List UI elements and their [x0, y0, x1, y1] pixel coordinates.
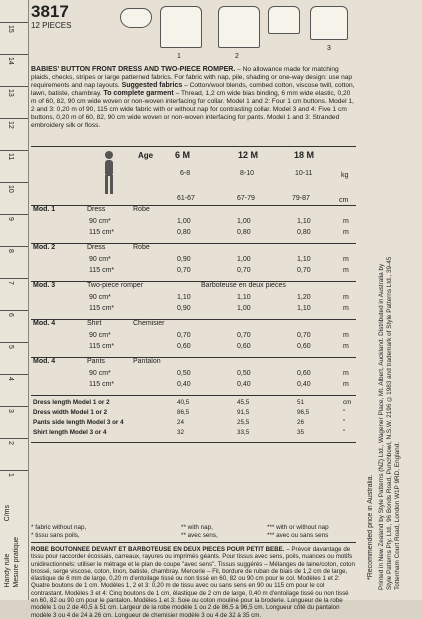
- printed-by: Printed in New Zealand by Style Patterns (NZ) Ltd., Wagener Place, Mt. Albert, Auckland. Distributed in Australia by Style Patterns Pty. Ltd., 96 Bonds Road, Punchbowl, N.S.W. 2196 ©1983 and trademark of Style Patterns Ltd., 39-45 Tottenham Court Road, London W1P 9RD, England.: [378, 256, 401, 590]
- model-header-row: [31, 244, 356, 255]
- height-18m: 79-87: [292, 195, 310, 202]
- height-unit: cm: [339, 197, 349, 204]
- romper-pants-sketch: [120, 8, 152, 28]
- ruler-tick-label: 5: [7, 345, 14, 349]
- yardage-unit: m: [343, 294, 349, 301]
- ruler-tick-label: 12: [7, 121, 14, 129]
- model-name-fr: Robe: [133, 206, 150, 213]
- measurement-18m: 26: [297, 419, 305, 426]
- measurement-12m: 45,5: [237, 399, 250, 406]
- ruler-tick-label: 11: [7, 153, 14, 161]
- yardage-unit: m: [343, 256, 349, 263]
- shirt-sketch-3: [310, 6, 348, 52]
- yardage-6m: 0,60: [177, 343, 191, 350]
- ruler-tick-label: 1: [7, 473, 14, 477]
- garment-sketches: [120, 2, 360, 64]
- fabric-width: 90 cm*: [89, 294, 111, 301]
- yardage-12m: 0,50: [237, 370, 251, 377]
- yardage-6m: 0,90: [177, 305, 191, 312]
- model-header-row: [31, 282, 356, 293]
- figure-label: 3: [327, 45, 331, 52]
- ruler-label-fr: Mesure pratique: [13, 537, 20, 588]
- yardage-6m: 0,70: [177, 332, 191, 339]
- yardage-18m: 0,40: [297, 381, 311, 388]
- yardage-unit: m: [343, 218, 349, 225]
- model-label: Mod. 3: [33, 282, 56, 289]
- shirt-sketch: [268, 6, 300, 34]
- measurement-6m: 24: [177, 419, 185, 426]
- measurement-12m: 25,5: [237, 419, 250, 426]
- suggested-fabrics-label: Suggested fabrics: [121, 82, 183, 89]
- yardage-unit: m: [343, 381, 349, 388]
- ruler-tick-label: 9: [7, 217, 14, 221]
- measurement-unit: ": [343, 429, 346, 436]
- ruler-tick: [0, 182, 28, 193]
- ruler-tick: [0, 150, 28, 161]
- age-label: Age: [138, 151, 154, 160]
- yardage-12m: 1,00: [237, 218, 251, 225]
- yardage-12m: 1,00: [237, 256, 251, 263]
- model-name-fr: Pantalon: [133, 358, 161, 365]
- measurement-6m: 86,5: [177, 409, 190, 416]
- size-6m: 6 M: [175, 150, 191, 160]
- dress-sketch-2: [218, 6, 260, 60]
- fabric-width: 115 cm*: [89, 305, 115, 312]
- ruler-tick: [0, 342, 28, 349]
- measurement-unit: cm: [343, 399, 352, 406]
- model-label: Mod. 4: [33, 320, 56, 327]
- yardage-18m: 0,60: [297, 343, 311, 350]
- model-name-fr: Barboteuse en deux pieces: [201, 282, 286, 289]
- fabric-width: 115 cm*: [89, 381, 115, 388]
- ruler-tick: [0, 406, 28, 413]
- measurement-label: Dress width Model 1 or 2: [33, 409, 108, 416]
- model-name-en: Two-piece romper: [87, 282, 144, 289]
- yardage-18m: 1,10: [297, 305, 311, 312]
- ruler-tick: [0, 310, 28, 317]
- description-text: – No allowance made for matching plaids, checks, stripes or large patterned fabrics. For fabric with nap, pile, shading or one-way design: use nap requirements and nap layouts.: [31, 66, 353, 89]
- french-title: ROBE BOUTONNEE DEVANT ET BARBOTEUSE EN DEUX PIECES POUR PETIT BEBE.: [31, 546, 285, 553]
- yardage-unit: m: [343, 229, 349, 236]
- model-header-row: [31, 358, 356, 369]
- fabric-width: 90 cm*: [89, 256, 111, 263]
- fabric-width: 115 cm*: [89, 229, 115, 236]
- ruler-tick: [0, 86, 28, 97]
- legend-avec-sens: ** avec sens,: [181, 532, 218, 539]
- size-18m: 18 M: [294, 150, 315, 160]
- model-name-en: Dress: [87, 244, 106, 251]
- yardage-row: [31, 229, 356, 240]
- ruler-tick-label: 2: [7, 441, 14, 445]
- french-text: – Prévoir davantage de tissu pour raccorder écossais, carreaux, rayures ou imprimés géants. Pour tissus avec sens, poils, nuances ou motifs unidirectionnels: utiliser le métrage et le plan de coupe "avec sens". Tissus suggérés – Mélanges de laine/coton, coton brossé, serge viscose, coton, linon, batiste, chambray. Mercerie – Fil, bordure de ruban de biais de 1,2 cm de large, élastique de 6 mm de large, 0,20 m d'entoilage tissé ou non tissé en 60, 82 ou 90 cm pour le col. Modèles 1 et 2: Quatre boutons de 1 cm. Modèles 1, 2 et 3: 0,20 m de tissu avec ou sans sens en 90 ou 115 cm pour le col contrastant. Modèles 3 et 4: Cinq boutons de 1 cm, élastique de 2 cm de large, 0,40 m d'entoilage tissé ou non tissé en 60, 82 ou 90 cm pour le pantalon. Modèles 1 et 3: Soie ou coton mouliné pour la broderie. Longueur de la robe modèle 1 ou 2 de 40,5 à 51 cm. Largeur de la robe modèle 1 ou 2 de 86,5 à 96,5 cm. Longueur côté du pantalon modèle 3 ou 4 de 24 à 26 cm. Longueur de chemisier modèle 3 ou 4 de 32 à 35 cm.: [31, 546, 355, 619]
- yardage-6m: 0,90: [177, 256, 191, 263]
- yardage-18m: 0,60: [297, 370, 311, 377]
- fabric-width: 115 cm*: [89, 343, 115, 350]
- weight-12m: 8-10: [240, 170, 255, 177]
- english-description: [31, 66, 356, 130]
- measurement-unit: ": [343, 409, 346, 416]
- yardage-12m: 0,60: [237, 343, 251, 350]
- height-6m: 61-67: [177, 195, 195, 202]
- measurement-6m: 32: [177, 429, 185, 436]
- measurement-12m: 91,5: [237, 409, 250, 416]
- yardage-6m: 1,00: [177, 218, 191, 225]
- measurement-unit: ": [343, 419, 346, 426]
- yardage-row: [31, 218, 356, 229]
- measurement-label: Dress length Model 1 or 2: [33, 399, 110, 406]
- ruler-tick: [0, 374, 28, 381]
- ruler-tick-label: 3: [7, 409, 14, 413]
- yardage-18m: 0,70: [297, 267, 311, 274]
- weight-unit: kg: [341, 172, 349, 179]
- pattern-pieces: 12 PIECES: [31, 21, 72, 30]
- table-divider: [31, 395, 356, 396]
- yardage-12m: 1,00: [237, 305, 251, 312]
- description-title: BABIES' BUTTON FRONT DRESS AND TWO-PIECE ROMPER.: [31, 66, 236, 73]
- ruler-label-en: Handy rule: [4, 554, 11, 588]
- figure-label: 1: [177, 53, 181, 60]
- model-name-en: Pants: [87, 358, 105, 365]
- ruler-tick-label: 15: [7, 25, 14, 33]
- fabric-width: 90 cm*: [89, 370, 111, 377]
- size-12m: 12 M: [238, 150, 259, 160]
- ruler-tick: [0, 470, 28, 477]
- yardage-unit: m: [343, 332, 349, 339]
- yardage-18m: 0,70: [297, 332, 311, 339]
- yardage-12m: 0,40: [237, 381, 251, 388]
- measurement-label: Shirt length Model 3 or 4: [33, 429, 107, 436]
- ruler-tick: [0, 438, 28, 445]
- yardage-12m: 0,80: [237, 229, 251, 236]
- height-12m: 67-79: [237, 195, 255, 202]
- yardage-unit: m: [343, 370, 349, 377]
- yardage-unit: m: [343, 305, 349, 312]
- ruler-tick: [0, 246, 28, 253]
- model-label: Mod. 1: [33, 206, 56, 213]
- legend-avec-ou-sans-sens: *** avec ou sans sens: [267, 532, 329, 539]
- ruler-tick: [0, 22, 28, 33]
- yardage-12m: 0,70: [237, 267, 251, 274]
- figure-label: 2: [235, 53, 239, 60]
- handy-rule: [0, 0, 29, 600]
- fabric-width: 90 cm*: [89, 332, 111, 339]
- yardage-unit: m: [343, 343, 349, 350]
- ruler-tick-label: 10: [7, 185, 14, 193]
- yardage-18m: 1,10: [297, 256, 311, 263]
- yardage-row: [31, 332, 356, 343]
- legend-sans-poils: * tissu sans poils,: [31, 532, 80, 539]
- recommended-price: *Recommended price in Australia.: [367, 474, 374, 580]
- suggested-fabrics: – Cotton/wool blends, combed cotton, viscose twill, cotton, lawn, batiste, chambray.: [31, 82, 355, 97]
- yardage-6m: 0,50: [177, 370, 191, 377]
- ruler-tick-label: 6: [7, 313, 14, 317]
- divider: [31, 146, 356, 147]
- model-name-fr: Chemisier: [133, 320, 165, 327]
- measurement-18m: 96,5: [297, 409, 310, 416]
- fabric-width: 115 cm*: [89, 267, 115, 274]
- yardage-unit: m: [343, 267, 349, 274]
- measurement-6m: 40,5: [177, 399, 190, 406]
- publisher-imprint: [362, 0, 422, 600]
- measurement-18m: 51: [297, 399, 305, 406]
- complete-garment-label: To complete garment: [103, 90, 174, 97]
- model-name-en: Shirt: [87, 320, 102, 327]
- yardage-row: [31, 305, 356, 316]
- yardage-row: [31, 294, 356, 305]
- ruler-tick-label: 7: [7, 281, 14, 285]
- weight-6m: 6-8: [180, 170, 191, 177]
- yardage-row: [31, 343, 356, 354]
- measurement-12m: 33,5: [237, 429, 250, 436]
- ruler-tick: [0, 278, 28, 285]
- yardage-6m: 0,70: [177, 267, 191, 274]
- measurement-label: Pants side length Model 3 or 4: [33, 419, 124, 426]
- ruler-tick: [0, 54, 28, 65]
- yardage-12m: 0,70: [237, 332, 251, 339]
- yardage-18m: 0,80: [297, 229, 311, 236]
- yardage-6m: 0,80: [177, 229, 191, 236]
- ruler-tick-label: 8: [7, 249, 14, 253]
- measurement-row: [31, 429, 356, 440]
- ruler-tick: [0, 118, 28, 129]
- yardage-row: [31, 256, 356, 267]
- complete-garment: – Thread, 1,2 cm wide bias binding, 6 mm wide elastic, 0,20 m of 60, 82, 90 cm wide woven or non-woven interfacing for collar. Model 1 and 2: Four 1 cm buttons. Model 1, 2 and 3: 0,20 m of 90, 115 cm wide fabric with or without nap for contrasting collar. Model 3 and 4: Five 1 cm buttons, 0,20 m of 60, 82, 90 cm wide woven or non-woven interfacing for pants. Model 1 and 3: Stranded embroidery silk or floss.: [31, 90, 354, 129]
- legend-with-nap: ** with nap,: [181, 524, 213, 531]
- model-name-fr: Robe: [133, 244, 150, 251]
- weight-18m: 10-11: [295, 170, 313, 177]
- yardage-row: [31, 267, 356, 278]
- ruler-tick-label: 14: [7, 57, 14, 65]
- divider: [31, 542, 356, 543]
- yardage-12m: 1,10: [237, 294, 251, 301]
- ruler-unit: C/ms: [4, 505, 11, 522]
- divider: [31, 442, 356, 443]
- yardage-6m: 1,10: [177, 294, 191, 301]
- yardage-row: [31, 381, 356, 392]
- ruler-tick: [0, 214, 28, 221]
- baby-silhouette-icon: [100, 150, 118, 196]
- model-label: Mod. 4: [33, 358, 56, 365]
- ruler-tick-label: 4: [7, 377, 14, 381]
- legend-with-or-without-nap: *** with or without nap: [267, 524, 329, 531]
- measurement-18m: 35: [297, 429, 305, 436]
- yardage-18m: 1,10: [297, 218, 311, 225]
- legend-without-nap: * fabric without nap,: [31, 524, 87, 531]
- yardage-6m: 0,40: [177, 381, 191, 388]
- model-header-row: [31, 320, 356, 331]
- model-name-en: Dress: [87, 206, 106, 213]
- ruler-tick-label: 13: [7, 89, 14, 97]
- dress-sketch-1: [160, 6, 202, 60]
- model-header-row: [31, 206, 356, 217]
- pattern-number: 3817: [31, 2, 69, 21]
- fabric-width: 90 cm*: [89, 218, 111, 225]
- model-label: Mod. 2: [33, 244, 56, 251]
- ruler-label: [3, 537, 21, 588]
- yardage-row: [31, 370, 356, 381]
- french-description: [31, 546, 356, 619]
- yardage-18m: 1,20: [297, 294, 311, 301]
